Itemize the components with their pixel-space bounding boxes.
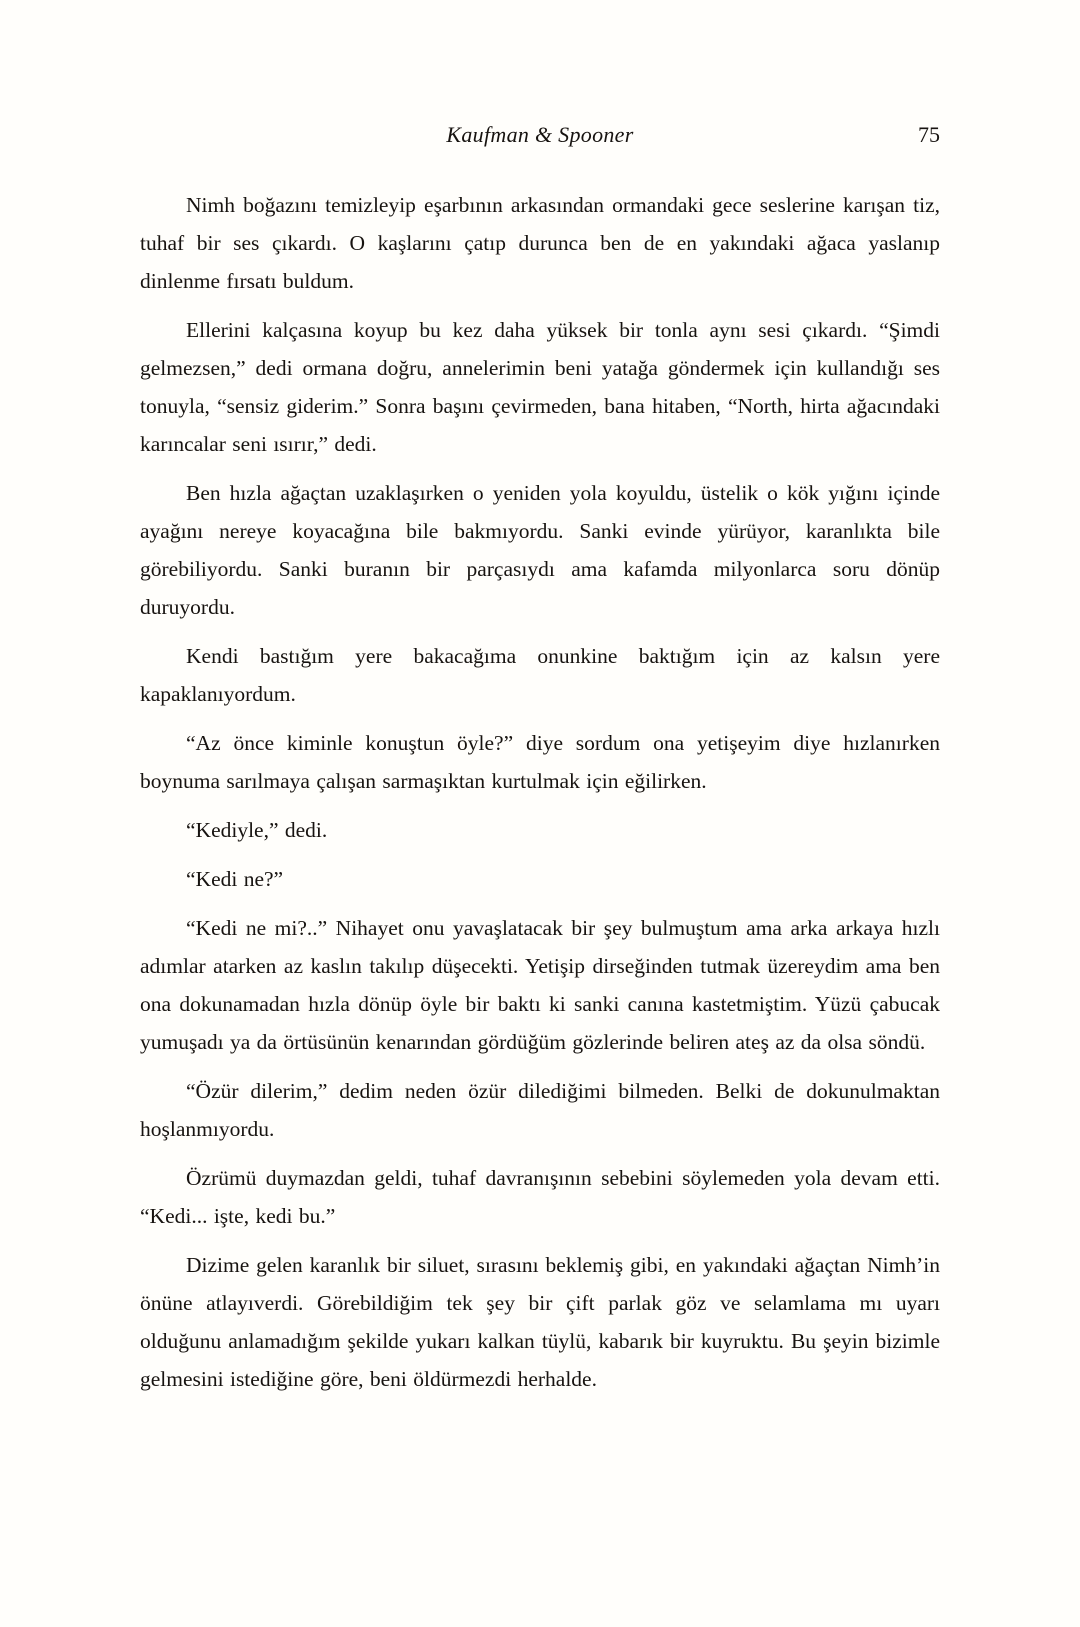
paragraph: Kendi bastığım yere bakacağıma onunkine baktığım için az kalsın yere kapaklanıyordum. (140, 644, 940, 706)
paragraph: Nimh boğazını temizleyip eşarbının arkasından ormandaki gece seslerine karışan tiz, tuhaf bir ses çıkardı. O kaşlarını çatıp durunca ben de en yakındaki ağaca yaslanıp dinlenme fırsatı buldum. (140, 193, 940, 293)
page-number: 75 (918, 122, 940, 147)
paragraph: “Kediyle,” dedi. (186, 818, 328, 842)
paragraph: “Kedi ne?” (186, 867, 284, 891)
paragraph: “Az önce kiminle konuştun öyle?” diye sordum ona yetişeyim diye hızlanırken boynuma sarılmaya çalışan sarmaşıktan kurtulmak için eğilirken. (140, 731, 940, 793)
page-body (140, 186, 940, 1398)
page-header (140, 120, 940, 150)
paragraph: Dizime gelen karanlık bir siluet, sırasını beklemiş gibi, en yakındaki ağaçtan Nimh’in önüne atlayıverdi. Görebildiğim tek şey bir çift parlak göz ve selamlama mı uyarı olduğunu anlamadığım şekilde yukarı kalkan tüylü, kabarık bir kuyruktu. Bu şeyin bizimle gelmesini istediğine göre, beni öldürmezdi herhalde. (140, 1253, 940, 1391)
paragraph: “Kedi ne mi?..” Nihayet onu yavaşlatacak bir şey bulmuştum ama arka arkaya hızlı adımlar atarken az kaslın takılıp düşecekti. Yetişip dirseğinden tutmak üzereydim ama ben ona dokunamadan hızla dönüp öyle bir baktı ki sanki canına kastetmiştim. Yüzü çabucak yumuşadı ya da örtüsünün kenarından gördüğüm gözlerinde beliren ateş az da olsa söndü. (140, 916, 940, 1054)
paragraph: Ben hızla ağaçtan uzaklaşırken o yeniden yola koyuldu, üstelik o kök yığını içinde ayağını nereye koyacağına bile bakmıyordu. Sanki evinde yürüyor, karanlıkta bile görebiliyordu. Sanki buranın bir parçasıydı ama kafamda milyonlarca soru dönüp duruyordu. (140, 481, 940, 619)
paragraph: “Özür dilerim,” dedim neden özür dilediğimi bilmeden. Belki de dokunulmaktan hoşlanmıyordu. (140, 1079, 940, 1141)
paragraph: Özrümü duymazdan geldi, tuhaf davranışının sebebini söylemeden yola devam etti. “Kedi... işte, kedi bu.” (140, 1166, 940, 1228)
running-title: Kaufman & Spooner (446, 122, 634, 147)
paragraph: Ellerini kalçasına koyup bu kez daha yüksek bir tonla aynı sesi çıkardı. “Şimdi gelmezsen,” dedi ormana doğru, annelerimin beni yatağa göndermek için kullandığı ses tonuyla, “sensiz giderim.” Sonra başını çevirmeden, bana hitaben, “North, hirta ağacındaki karıncalar seni ısırır,” dedi. (140, 318, 940, 456)
